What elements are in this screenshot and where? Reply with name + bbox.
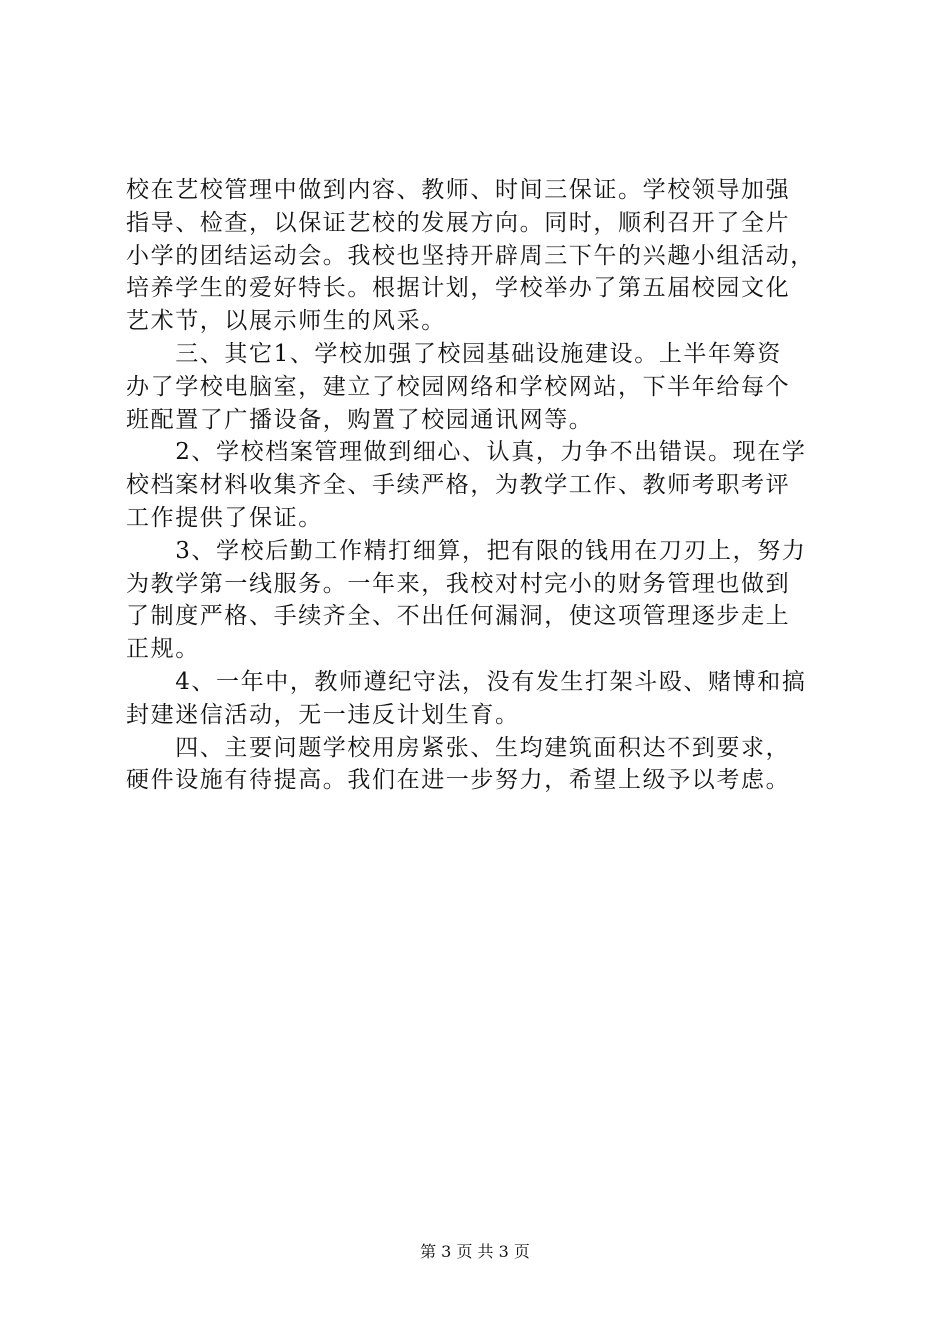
text-line: 正规。 [126, 636, 200, 663]
text-line: 4、一年中，教师遵纪守法，没有发生打架斗殴、赌博和搞 [126, 668, 807, 695]
text-line: 班配置了广播设备，购置了校园通讯网等。 [126, 406, 594, 433]
text-line: 指导、检查，以保证艺校的发展方向。同时，顺利召开了全片 [126, 209, 791, 236]
text-line: 培养学生的爱好特长。根据计划，学校举办了第五届校园文化 [126, 275, 791, 302]
text-line: 硬件设施有待提高。我们在进一步努力，希望上级予以考虑。 [126, 767, 791, 794]
text-line: 封建迷信活动，无一违反计划生育。 [126, 701, 520, 728]
text-line: 为教学第一线服务。一年来，我校对村完小的财务管理也做到 [126, 570, 791, 597]
text-line: 三、其它1、学校加强了校园基础设施建设。上半年筹资 [126, 340, 782, 367]
page-number-footer: 第 3 页 共 3 页 [420, 1242, 530, 1261]
text-line: 办了学校电脑室，建立了校园网络和学校网站，下半年给每个 [126, 373, 791, 400]
text-line: 校在艺校管理中做到内容、教师、时间三保证。学校领导加强 [126, 177, 791, 203]
text-line: 校档案材料收集齐全、手续严格，为教学工作、教师考职考评 [126, 472, 791, 499]
text-line: 了制度严格、手续齐全、不出任何漏洞，使这项管理逐步走上 [126, 603, 791, 630]
text-line: 艺术节，以展示师生的风采。 [126, 308, 446, 335]
document-body [126, 174, 832, 797]
text-line: 工作提供了保证。 [126, 504, 323, 531]
text-line: 2、学校档案管理做到细心、认真，力争不出错误。现在学 [126, 439, 807, 466]
text-line: 四、主要问题学校用房紧张、生均建筑面积达不到要求， [126, 734, 791, 761]
text-line: 3、学校后勤工作精打细算，把有限的钱用在刀刃上，努力 [126, 537, 807, 564]
text-line: 小学的团结运动会。我校也坚持开辟周三下午的兴趣小组活动， [126, 242, 815, 269]
